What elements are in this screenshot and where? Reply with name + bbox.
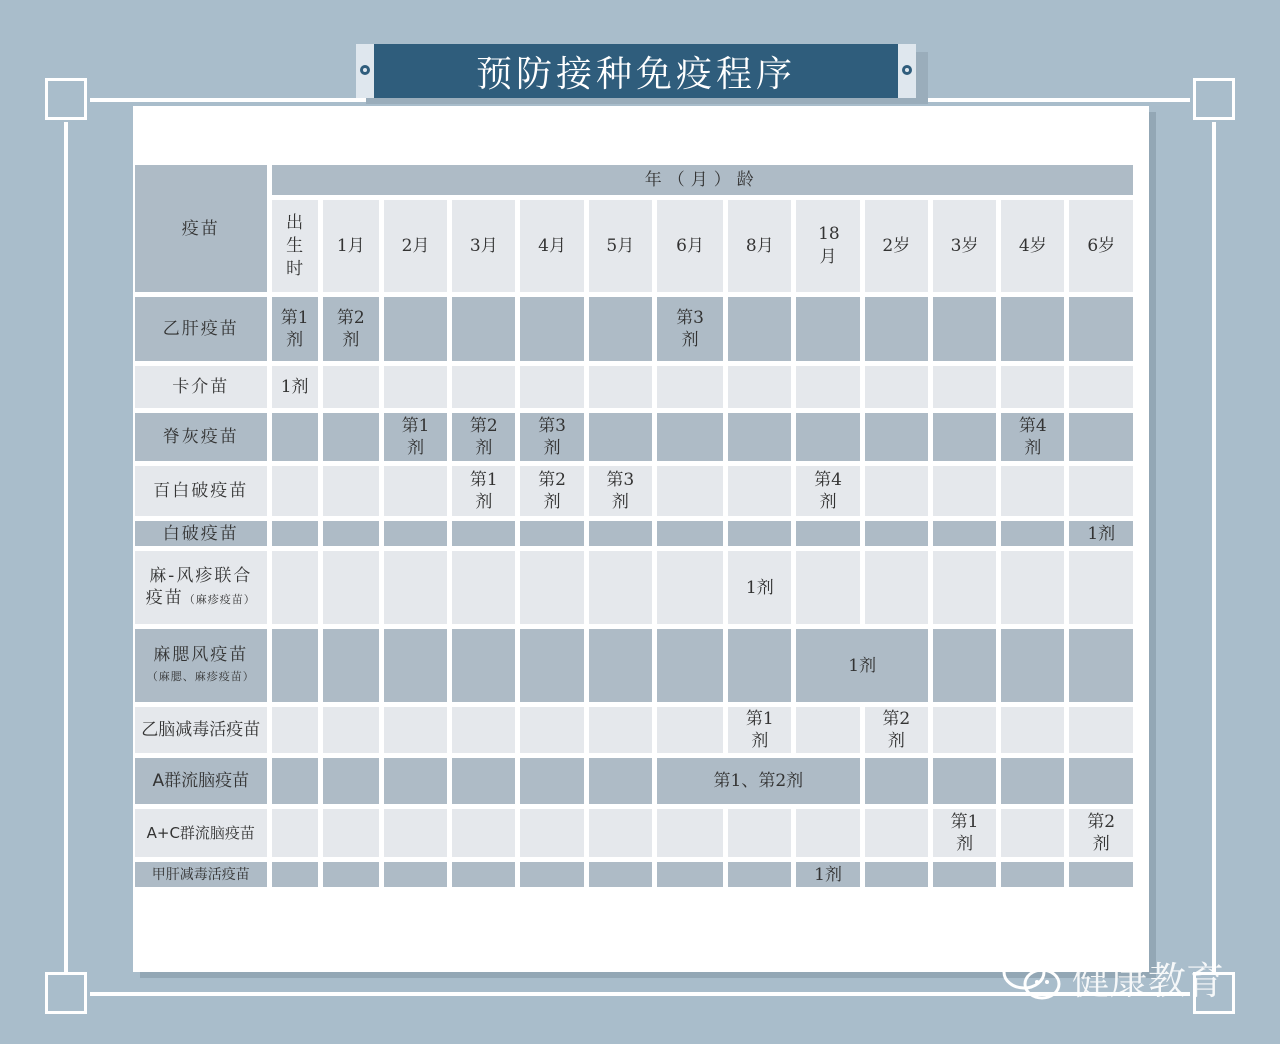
empty-cell [589, 862, 652, 887]
empty-cell [657, 629, 723, 702]
header-age-18m: 18月 [796, 200, 859, 292]
empty-cell [520, 758, 583, 804]
empty-cell [933, 297, 996, 361]
empty-cell [1001, 366, 1064, 408]
header-age-5m: 5月 [589, 200, 652, 292]
vaccine-name: 麻腮风疫苗 （麻腮、麻疹疫苗） [135, 629, 267, 702]
empty-cell [520, 862, 583, 887]
empty-cell [520, 297, 583, 361]
frame-corner-top-left [45, 78, 87, 120]
empty-cell [452, 809, 515, 857]
empty-cell [272, 466, 318, 516]
empty-cell [452, 629, 515, 702]
vaccine-name: A群流脑疫苗 [135, 758, 267, 804]
empty-cell [589, 297, 652, 361]
header-age-group: 年（月）龄 [272, 165, 1133, 195]
empty-cell [384, 521, 447, 546]
empty-cell [323, 758, 379, 804]
vaccine-name: 甲肝减毒活疫苗 [135, 862, 267, 887]
frame-corner-bottom-left [45, 972, 87, 1014]
empty-cell [323, 809, 379, 857]
empty-cell [384, 862, 447, 887]
immunization-schedule-table [130, 160, 1138, 892]
empty-cell [384, 366, 447, 408]
title-end-left [356, 44, 374, 98]
empty-cell [520, 366, 583, 408]
empty-cell [272, 809, 318, 857]
empty-cell [452, 521, 515, 546]
empty-cell [520, 629, 583, 702]
frame-corner-top-right [1193, 78, 1235, 120]
empty-cell [728, 466, 791, 516]
dose-cell: 第4剂 [1001, 413, 1064, 461]
dose-cell: 第2剂 [1069, 809, 1133, 857]
watermark [1000, 950, 1224, 1005]
empty-cell [865, 758, 928, 804]
header-age-1m: 1月 [323, 200, 379, 292]
dose-cell: 第1剂 [452, 466, 515, 516]
empty-cell [1069, 413, 1133, 461]
empty-cell [728, 366, 791, 408]
empty-cell [933, 413, 996, 461]
ornament-icon [356, 59, 374, 81]
dose-cell: 第1剂 [272, 297, 318, 361]
empty-cell [1069, 551, 1133, 624]
empty-cell [589, 551, 652, 624]
empty-cell [452, 862, 515, 887]
header-age-6y: 6岁 [1069, 200, 1133, 292]
header-age-2m: 2月 [384, 200, 447, 292]
dose-cell: 第2剂 [452, 413, 515, 461]
empty-cell [728, 521, 791, 546]
dose-cell: 第4剂 [796, 466, 859, 516]
empty-cell [1069, 862, 1133, 887]
empty-cell [589, 809, 652, 857]
empty-cell [865, 366, 928, 408]
empty-cell [272, 758, 318, 804]
table-row [135, 413, 1133, 461]
empty-cell [1069, 466, 1133, 516]
empty-cell [1069, 297, 1133, 361]
empty-cell [796, 707, 859, 753]
empty-cell [520, 551, 583, 624]
header-age-4y: 4岁 [1001, 200, 1064, 292]
empty-cell [728, 629, 791, 702]
empty-cell [657, 707, 723, 753]
dose-cell: 第2剂 [323, 297, 379, 361]
vaccine-name: 卡介苗 [135, 366, 267, 408]
empty-cell [323, 413, 379, 461]
empty-cell [323, 521, 379, 546]
dose-cell: 第3剂 [657, 297, 723, 361]
empty-cell [589, 629, 652, 702]
vaccine-name: 百白破疫苗 [135, 466, 267, 516]
title-bar [356, 44, 916, 98]
ornament-icon [898, 59, 916, 81]
table-row [135, 521, 1133, 546]
dose-cell: 第1、第2剂 [657, 758, 860, 804]
empty-cell [1001, 809, 1064, 857]
empty-cell [933, 366, 996, 408]
empty-cell [796, 366, 859, 408]
empty-cell [796, 521, 859, 546]
empty-cell [452, 366, 515, 408]
title-end-right [898, 44, 916, 98]
empty-cell [384, 551, 447, 624]
empty-cell [520, 809, 583, 857]
empty-cell [933, 862, 996, 887]
vaccine-name: 脊灰疫苗 [135, 413, 267, 461]
empty-cell [452, 707, 515, 753]
empty-cell [1001, 629, 1064, 702]
empty-cell [452, 758, 515, 804]
frame-left-line [64, 122, 68, 972]
empty-cell [452, 551, 515, 624]
empty-cell [728, 809, 791, 857]
empty-cell [1001, 862, 1064, 887]
empty-cell [657, 551, 723, 624]
table-row [135, 629, 1133, 702]
empty-cell [589, 413, 652, 461]
empty-cell [384, 707, 447, 753]
empty-cell [589, 521, 652, 546]
empty-cell [657, 809, 723, 857]
dose-cell: 1剂 [796, 629, 928, 702]
empty-cell [1001, 551, 1064, 624]
header-age-8m: 8月 [728, 200, 791, 292]
empty-cell [1001, 758, 1064, 804]
empty-cell [657, 862, 723, 887]
empty-cell [657, 366, 723, 408]
dose-cell: 第3剂 [589, 466, 652, 516]
empty-cell [1069, 758, 1133, 804]
empty-cell [796, 809, 859, 857]
dose-cell: 第1剂 [728, 707, 791, 753]
empty-cell [728, 413, 791, 461]
table-row [135, 758, 1133, 804]
empty-cell [728, 862, 791, 887]
empty-cell [384, 809, 447, 857]
vaccine-name: A+C群流脑疫苗 [135, 809, 267, 857]
empty-cell [323, 629, 379, 702]
table-row [135, 809, 1133, 857]
dose-cell: 1剂 [1069, 521, 1133, 546]
page-title: 预防接种免疫程序 [475, 53, 796, 95]
empty-cell [1001, 297, 1064, 361]
empty-cell [272, 521, 318, 546]
wechat-icon [1000, 952, 1064, 1004]
empty-cell [657, 521, 723, 546]
dose-cell: 第1剂 [384, 413, 447, 461]
empty-cell [865, 466, 928, 516]
empty-cell [589, 366, 652, 408]
empty-cell [384, 629, 447, 702]
table-row [135, 551, 1133, 624]
empty-cell [323, 366, 379, 408]
empty-cell [865, 521, 928, 546]
empty-cell [1069, 366, 1133, 408]
header-age-birth: 出生时 [272, 200, 318, 292]
empty-cell [865, 297, 928, 361]
dose-cell: 1剂 [796, 862, 859, 887]
dose-cell: 第2剂 [865, 707, 928, 753]
empty-cell [933, 629, 996, 702]
vaccine-name: 乙脑减毒活疫苗 [135, 707, 267, 753]
empty-cell [323, 707, 379, 753]
header-vaccine: 疫苗 [135, 165, 267, 292]
empty-cell [796, 551, 859, 624]
dose-cell: 1剂 [728, 551, 791, 624]
empty-cell [1001, 521, 1064, 546]
empty-cell [728, 297, 791, 361]
empty-cell [323, 551, 379, 624]
empty-cell [272, 707, 318, 753]
empty-cell [933, 521, 996, 546]
table-row [135, 466, 1133, 516]
empty-cell [589, 707, 652, 753]
empty-cell [865, 862, 928, 887]
empty-cell [1001, 707, 1064, 753]
vaccine-name: 白破疫苗 [135, 521, 267, 546]
vaccine-name: 麻-风疹联合 疫苗（麻疹疫苗） [135, 551, 267, 624]
table-row [135, 707, 1133, 753]
vaccine-name: 乙肝疫苗 [135, 297, 267, 361]
empty-cell [452, 297, 515, 361]
empty-cell [384, 466, 447, 516]
watermark-text: 健康教育 [1072, 959, 1225, 1003]
header-age-6m: 6月 [657, 200, 723, 292]
dose-cell: 第3剂 [520, 413, 583, 461]
empty-cell [1069, 629, 1133, 702]
table-row [135, 297, 1133, 361]
empty-cell [384, 758, 447, 804]
empty-cell [865, 413, 928, 461]
empty-cell [933, 758, 996, 804]
empty-cell [384, 297, 447, 361]
empty-cell [933, 707, 996, 753]
frame-right-line [1212, 122, 1216, 972]
empty-cell [796, 413, 859, 461]
empty-cell [272, 862, 318, 887]
empty-cell [657, 413, 723, 461]
dose-cell: 第1剂 [933, 809, 996, 857]
table-row [135, 366, 1133, 408]
empty-cell [933, 466, 996, 516]
table-row [135, 862, 1133, 887]
dose-cell: 1剂 [272, 366, 318, 408]
empty-cell [323, 466, 379, 516]
header-age-3y: 3岁 [933, 200, 996, 292]
header-age-3m: 3月 [452, 200, 515, 292]
header-age-2y: 2岁 [865, 200, 928, 292]
empty-cell [1069, 707, 1133, 753]
empty-cell [1001, 466, 1064, 516]
empty-cell [796, 297, 859, 361]
empty-cell [272, 413, 318, 461]
dose-cell: 第2剂 [520, 466, 583, 516]
empty-cell [933, 551, 996, 624]
empty-cell [589, 758, 652, 804]
empty-cell [272, 551, 318, 624]
empty-cell [865, 551, 928, 624]
empty-cell [520, 707, 583, 753]
empty-cell [657, 466, 723, 516]
header-age-4m: 4月 [520, 200, 583, 292]
empty-cell [272, 629, 318, 702]
empty-cell [323, 862, 379, 887]
empty-cell [865, 809, 928, 857]
empty-cell [520, 521, 583, 546]
